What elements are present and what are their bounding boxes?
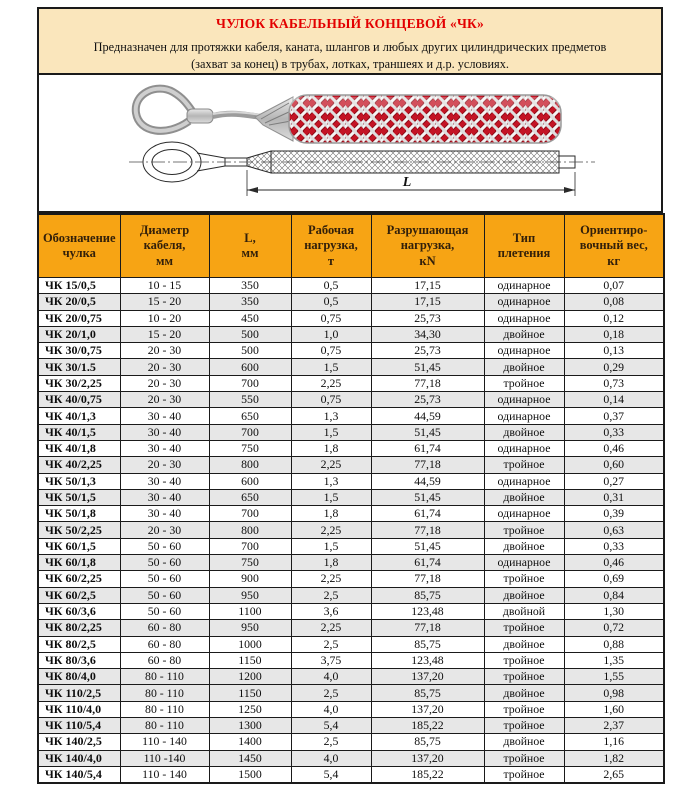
table-cell: 50 - 60 — [120, 603, 209, 619]
table-cell: 77,18 — [371, 457, 484, 473]
table-cell: 700 — [209, 506, 291, 522]
table-cell: 2,5 — [291, 587, 371, 603]
table-cell: 550 — [209, 392, 291, 408]
table-cell: 0,33 — [564, 538, 664, 554]
table-cell: 0,69 — [564, 571, 664, 587]
column-header-5: Разрушающая нагрузка, кN — [371, 214, 484, 278]
table-cell: тройное — [484, 571, 564, 587]
table-cell: 30 - 40 — [120, 408, 209, 424]
designation-cell: ЧК 60/1,5 — [38, 538, 120, 554]
table-row — [38, 603, 664, 619]
table-cell: двойное — [484, 359, 564, 375]
table-cell: 4,0 — [291, 669, 371, 685]
table-row — [38, 359, 664, 375]
table-cell: тройное — [484, 718, 564, 734]
designation-cell: ЧК 60/2,25 — [38, 571, 120, 587]
table-cell: 1,5 — [291, 538, 371, 554]
table-cell: двойное — [484, 326, 564, 342]
designation-cell: ЧК 80/4,0 — [38, 669, 120, 685]
table-cell: 2,5 — [291, 734, 371, 750]
table-cell: 350 — [209, 294, 291, 310]
table-cell: 77,18 — [371, 375, 484, 391]
table-cell: 85,75 — [371, 685, 484, 701]
table-cell: 0,08 — [564, 294, 664, 310]
table-cell: 1,5 — [291, 424, 371, 440]
table-cell: одинарное — [484, 392, 564, 408]
table-cell: 34,30 — [371, 326, 484, 342]
table-cell: одинарное — [484, 310, 564, 326]
table-cell: тройное — [484, 750, 564, 766]
datasheet-page — [37, 7, 663, 784]
table-cell: 3,75 — [291, 652, 371, 668]
table-cell: 0,75 — [291, 310, 371, 326]
table-cell: 5,4 — [291, 718, 371, 734]
column-header-6: Тип плетения — [484, 214, 564, 278]
designation-cell: ЧК 50/1,5 — [38, 489, 120, 505]
column-header-3: L, мм — [209, 214, 291, 278]
designation-cell: ЧК 60/1,8 — [38, 555, 120, 571]
table-row — [38, 392, 664, 408]
table-cell: 1,55 — [564, 669, 664, 685]
designation-cell: ЧК 40/1,8 — [38, 440, 120, 456]
table-cell: 1150 — [209, 685, 291, 701]
table-row — [38, 310, 664, 326]
designation-cell: ЧК 110/2,5 — [38, 685, 120, 701]
table-row — [38, 636, 664, 652]
table-row — [38, 555, 664, 571]
table-cell: 500 — [209, 343, 291, 359]
table-cell: 1300 — [209, 718, 291, 734]
table-cell: 80 - 110 — [120, 669, 209, 685]
cable-grip-illustration — [39, 75, 661, 209]
cable-grip-photo — [136, 89, 561, 143]
table-cell: 0,72 — [564, 620, 664, 636]
table-cell: 25,73 — [371, 392, 484, 408]
designation-cell: ЧК 20/0,5 — [38, 294, 120, 310]
column-header-2: Диаметр кабеля, мм — [120, 214, 209, 278]
table-cell: одинарное — [484, 408, 564, 424]
table-row — [38, 620, 664, 636]
table-cell: 44,59 — [371, 408, 484, 424]
table-cell: 1,60 — [564, 701, 664, 717]
table-cell: одинарное — [484, 294, 564, 310]
table-cell: двойное — [484, 636, 564, 652]
designation-cell: ЧК 30/2,25 — [38, 375, 120, 391]
table-cell: 1250 — [209, 701, 291, 717]
table-cell: 2,25 — [291, 375, 371, 391]
table-cell: 44,59 — [371, 473, 484, 489]
designation-cell: ЧК 80/2,25 — [38, 620, 120, 636]
table-cell: 137,20 — [371, 701, 484, 717]
table-cell: 137,20 — [371, 669, 484, 685]
table-cell: 2,65 — [564, 766, 664, 783]
table-row — [38, 538, 664, 554]
table-cell: 0,75 — [291, 343, 371, 359]
table-cell: 80 - 110 — [120, 701, 209, 717]
table-cell: 185,22 — [371, 718, 484, 734]
table-cell: 20 - 30 — [120, 457, 209, 473]
table-cell: 30 - 40 — [120, 440, 209, 456]
table-cell: 1150 — [209, 652, 291, 668]
designation-cell: ЧК 60/2,5 — [38, 587, 120, 603]
table-row — [38, 701, 664, 717]
table-cell: двойное — [484, 685, 564, 701]
table-cell: 800 — [209, 457, 291, 473]
designation-cell: ЧК 30/1.5 — [38, 359, 120, 375]
designation-cell: ЧК 40/0,75 — [38, 392, 120, 408]
table-cell: одинарное — [484, 555, 564, 571]
table-cell: 50 - 60 — [120, 571, 209, 587]
table-cell: 0,13 — [564, 343, 664, 359]
table-cell: 85,75 — [371, 636, 484, 652]
table-cell: 1450 — [209, 750, 291, 766]
table-cell: 1200 — [209, 669, 291, 685]
table-cell: 1,16 — [564, 734, 664, 750]
table-row — [38, 522, 664, 538]
designation-cell: ЧК 50/1,8 — [38, 506, 120, 522]
table-cell: 0,46 — [564, 555, 664, 571]
table-cell: 17,15 — [371, 278, 484, 294]
description-line-1: Предназначен для протяжки кабеля, каната, шлангов и любых других цилиндрических предметов — [93, 40, 607, 54]
table-cell: 1,3 — [291, 473, 371, 489]
table-cell: 110 -140 — [120, 750, 209, 766]
table-row — [38, 587, 664, 603]
table-cell: 0,88 — [564, 636, 664, 652]
table-cell: двойное — [484, 538, 564, 554]
table-cell: 1,8 — [291, 440, 371, 456]
table-cell: 950 — [209, 620, 291, 636]
table-cell: 51,45 — [371, 538, 484, 554]
table-cell: 2,5 — [291, 636, 371, 652]
table-cell: 77,18 — [371, 522, 484, 538]
table-row — [38, 473, 664, 489]
table-cell: 5,4 — [291, 766, 371, 783]
table-cell: 20 - 30 — [120, 359, 209, 375]
designation-cell: ЧК 20/1,0 — [38, 326, 120, 342]
table-cell: 2,25 — [291, 522, 371, 538]
table-cell: одинарное — [484, 440, 564, 456]
table-row — [38, 506, 664, 522]
table-cell: тройное — [484, 375, 564, 391]
table-cell: 51,45 — [371, 489, 484, 505]
table-cell: 1400 — [209, 734, 291, 750]
table-row — [38, 457, 664, 473]
table-cell: 80 - 110 — [120, 718, 209, 734]
table-cell: двойное — [484, 489, 564, 505]
designation-cell: ЧК 140/5,4 — [38, 766, 120, 783]
table-cell: 0,18 — [564, 326, 664, 342]
table-cell: 0,98 — [564, 685, 664, 701]
table-cell: двойное — [484, 587, 564, 603]
table-row — [38, 652, 664, 668]
table-cell: 51,45 — [371, 359, 484, 375]
table-cell: двойное — [484, 424, 564, 440]
table-cell: тройное — [484, 457, 564, 473]
table-cell: двойное — [484, 734, 564, 750]
table-cell: 0,75 — [291, 392, 371, 408]
table-cell: 3,6 — [291, 603, 371, 619]
table-cell: 17,15 — [371, 294, 484, 310]
table-cell: 0,27 — [564, 473, 664, 489]
page-title: ЧУЛОК КАБЕЛЬНЫЙ КОНЦЕВОЙ «ЧК» — [215, 16, 484, 31]
table-row — [38, 424, 664, 440]
table-cell: 2,25 — [291, 457, 371, 473]
table-cell: 1500 — [209, 766, 291, 783]
table-cell: 30 - 40 — [120, 473, 209, 489]
table-cell: 20 - 30 — [120, 392, 209, 408]
table-row — [38, 326, 664, 342]
table-cell: 800 — [209, 522, 291, 538]
table-cell: 4,0 — [291, 701, 371, 717]
designation-cell: ЧК 15/0,5 — [38, 278, 120, 294]
table-cell: 450 — [209, 310, 291, 326]
table-row — [38, 294, 664, 310]
table-row — [38, 766, 664, 783]
table-cell: 0,29 — [564, 359, 664, 375]
table-cell: 1,5 — [291, 489, 371, 505]
table-cell: 0,14 — [564, 392, 664, 408]
table-cell: 2,25 — [291, 620, 371, 636]
table-cell: 1,0 — [291, 326, 371, 342]
table-cell: 185,22 — [371, 766, 484, 783]
table-cell: 25,73 — [371, 310, 484, 326]
description-line-2: (захват за конец) в трубах, лотках, траншеях и д.р. условиях. — [191, 57, 509, 71]
table-header-row — [38, 214, 664, 278]
table-cell: 60 - 80 — [120, 620, 209, 636]
column-header-7: Ориентиро- вочный вес, кг — [564, 214, 664, 278]
table-cell: 60 - 80 — [120, 652, 209, 668]
table-row — [38, 734, 664, 750]
designation-cell: ЧК 80/2,5 — [38, 636, 120, 652]
header-band — [37, 7, 663, 75]
table-cell: 1,8 — [291, 506, 371, 522]
designation-cell: ЧК 40/2,25 — [38, 457, 120, 473]
table-cell: 1000 — [209, 636, 291, 652]
table-cell: 20 - 30 — [120, 522, 209, 538]
table-cell: 0,60 — [564, 457, 664, 473]
table-cell: тройное — [484, 766, 564, 783]
table-cell: одинарное — [484, 278, 564, 294]
table-cell: 30 - 40 — [120, 424, 209, 440]
table-cell: 0,37 — [564, 408, 664, 424]
table-cell: 900 — [209, 571, 291, 587]
table-cell: 51,45 — [371, 424, 484, 440]
table-row — [38, 571, 664, 587]
designation-cell: ЧК 20/0,75 — [38, 310, 120, 326]
table-cell: 85,75 — [371, 734, 484, 750]
table-cell: 0,46 — [564, 440, 664, 456]
table-cell: тройное — [484, 669, 564, 685]
table-cell: 4,0 — [291, 750, 371, 766]
table-cell: 700 — [209, 538, 291, 554]
table-cell: 30 - 40 — [120, 489, 209, 505]
table-cell: 2,25 — [291, 571, 371, 587]
table-cell: 137,20 — [371, 750, 484, 766]
table-cell: 61,74 — [371, 555, 484, 571]
table-cell: 20 - 30 — [120, 343, 209, 359]
table-cell: 0,39 — [564, 506, 664, 522]
table-cell: 77,18 — [371, 620, 484, 636]
table-cell: 15 - 20 — [120, 326, 209, 342]
column-header-4: Рабочая нагрузка, т — [291, 214, 371, 278]
designation-cell: ЧК 50/2,25 — [38, 522, 120, 538]
table-cell: 2,37 — [564, 718, 664, 734]
designation-cell: ЧК 40/1,5 — [38, 424, 120, 440]
table-cell: 61,74 — [371, 440, 484, 456]
table-cell: одинарное — [484, 506, 564, 522]
table-cell: 1,8 — [291, 555, 371, 571]
table-cell: 25,73 — [371, 343, 484, 359]
table-cell: 750 — [209, 440, 291, 456]
table-cell: 0,63 — [564, 522, 664, 538]
table-row — [38, 718, 664, 734]
table-cell: 77,18 — [371, 571, 484, 587]
table-cell: 0,5 — [291, 294, 371, 310]
table-cell: тройное — [484, 652, 564, 668]
table-cell: 600 — [209, 473, 291, 489]
table-cell: 10 - 15 — [120, 278, 209, 294]
table-cell: одинарное — [484, 473, 564, 489]
table-cell: 60 - 80 — [120, 636, 209, 652]
table-cell: 80 - 110 — [120, 685, 209, 701]
table-cell: 0,5 — [291, 278, 371, 294]
table-cell: 10 - 20 — [120, 310, 209, 326]
table-cell: 110 - 140 — [120, 766, 209, 783]
spec-table — [37, 213, 665, 784]
table-cell: 650 — [209, 408, 291, 424]
table-cell: 123,48 — [371, 652, 484, 668]
table-cell: тройное — [484, 701, 564, 717]
table-cell: 0,07 — [564, 278, 664, 294]
table-cell: 0,84 — [564, 587, 664, 603]
table-cell: 1,35 — [564, 652, 664, 668]
table-cell: 61,74 — [371, 506, 484, 522]
designation-cell: ЧК 80/3,6 — [38, 652, 120, 668]
table-cell: 750 — [209, 555, 291, 571]
designation-cell: ЧК 110/5,4 — [38, 718, 120, 734]
table-cell: 650 — [209, 489, 291, 505]
table-cell: 950 — [209, 587, 291, 603]
table-cell: 700 — [209, 375, 291, 391]
table-cell: 1100 — [209, 603, 291, 619]
designation-cell: ЧК 50/1,3 — [38, 473, 120, 489]
table-cell: 2,5 — [291, 685, 371, 701]
table-row — [38, 408, 664, 424]
table-cell: 1,30 — [564, 603, 664, 619]
table-row — [38, 375, 664, 391]
table-cell: 0,33 — [564, 424, 664, 440]
cable-grip-drawing — [129, 142, 595, 196]
table-cell: 700 — [209, 424, 291, 440]
designation-cell: ЧК 40/1,3 — [38, 408, 120, 424]
designation-cell: ЧК 60/3,6 — [38, 603, 120, 619]
table-cell: 1,5 — [291, 359, 371, 375]
table-cell: 123,48 — [371, 603, 484, 619]
dimension-label: L — [402, 175, 412, 190]
table-cell: 30 - 40 — [120, 506, 209, 522]
table-cell: 1,82 — [564, 750, 664, 766]
table-cell: 0,73 — [564, 375, 664, 391]
column-header-1: Обозначение чулка — [38, 214, 120, 278]
table-row — [38, 669, 664, 685]
designation-cell: ЧК 140/2,5 — [38, 734, 120, 750]
table-row — [38, 489, 664, 505]
table-cell: 350 — [209, 278, 291, 294]
table-cell: 110 - 140 — [120, 734, 209, 750]
table-cell: 1,3 — [291, 408, 371, 424]
table-cell: тройное — [484, 620, 564, 636]
table-cell: 15 - 20 — [120, 294, 209, 310]
table-row — [38, 440, 664, 456]
table-cell: 20 - 30 — [120, 375, 209, 391]
table-cell: 50 - 60 — [120, 587, 209, 603]
table-cell: одинарное — [484, 343, 564, 359]
table-cell: 50 - 60 — [120, 538, 209, 554]
table-cell: 500 — [209, 326, 291, 342]
table-cell: 0,31 — [564, 489, 664, 505]
table-cell: 600 — [209, 359, 291, 375]
designation-cell: ЧК 140/4,0 — [38, 750, 120, 766]
product-figure — [37, 75, 663, 213]
table-row — [38, 343, 664, 359]
table-cell: 85,75 — [371, 587, 484, 603]
table-cell: 50 - 60 — [120, 555, 209, 571]
designation-cell: ЧК 30/0,75 — [38, 343, 120, 359]
table-cell: тройное — [484, 522, 564, 538]
designation-cell: ЧК 110/4,0 — [38, 701, 120, 717]
table-cell: 0,12 — [564, 310, 664, 326]
table-row — [38, 750, 664, 766]
table-row — [38, 278, 664, 294]
table-row — [38, 685, 664, 701]
table-cell: двойной — [484, 603, 564, 619]
